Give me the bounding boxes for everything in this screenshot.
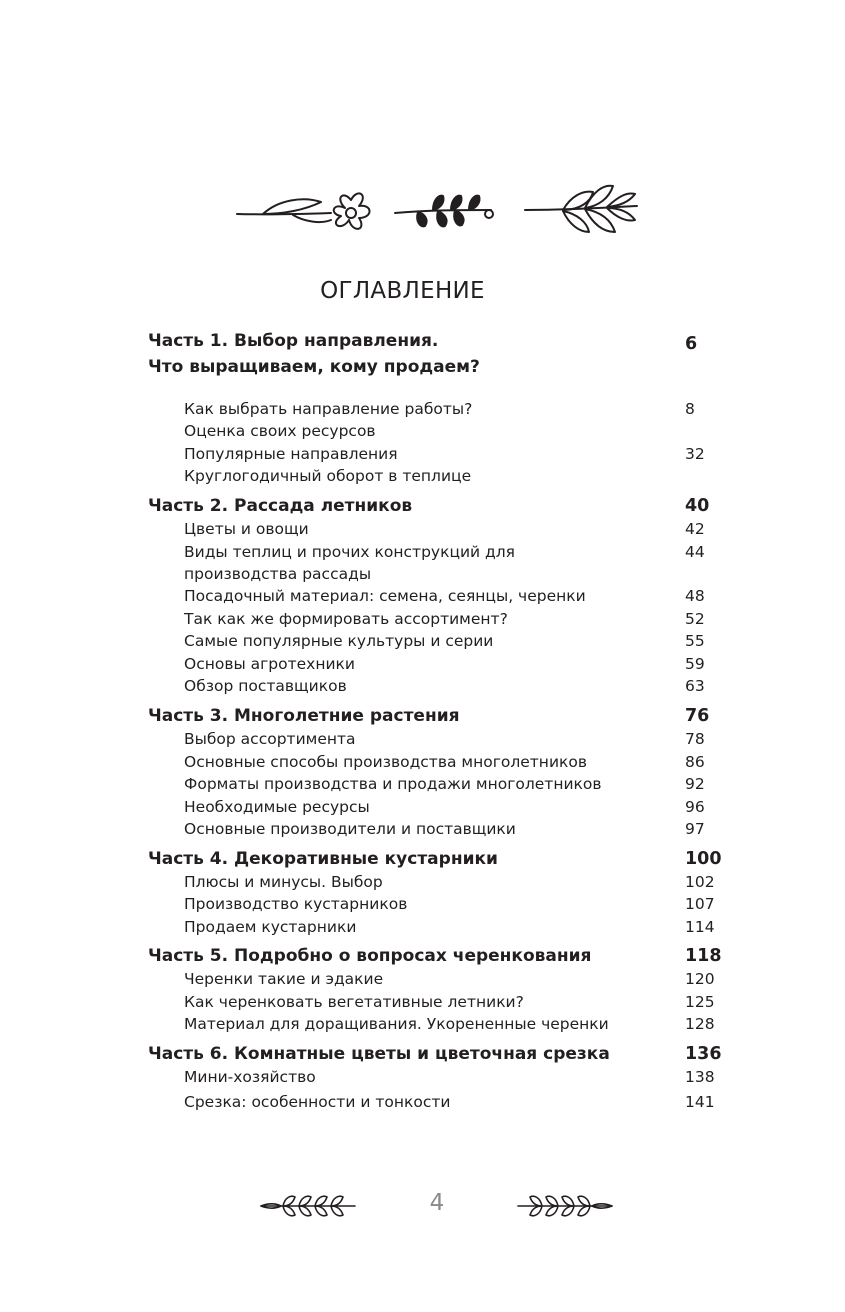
toc-item: Плюсы и минусы. Выбор	[184, 873, 383, 891]
part-4-title: Часть 4. Декоративные кустарники	[148, 849, 498, 869]
toc-item-continued: производства рассады	[184, 565, 372, 583]
toc-item: Как выбрать направление работы?	[184, 400, 473, 418]
toc-item: Виды теплиц и прочих конструкций для	[184, 543, 516, 561]
part-3-title: Часть 3. Многолетние растения	[148, 706, 460, 726]
toc-item-page: 59	[685, 655, 705, 673]
toc-item-page: 120	[685, 970, 715, 988]
toc-item: Необходимые ресурсы	[184, 798, 370, 816]
part-1-title-line-1: Часть 1. Выбор направления.	[148, 331, 439, 351]
toc-item: Как черенковать вегетативные летники?	[184, 993, 524, 1011]
toc-item: Цветы и овощи	[184, 520, 309, 538]
toc-item: Срезка: особенности и тонкости	[184, 1093, 451, 1111]
page-title: ОГЛАВЛЕНИЕ	[320, 278, 485, 304]
part-4-page: 100	[685, 849, 722, 869]
toc-item: Основные производители и поставщики	[184, 820, 516, 838]
toc-item: Форматы производства и продажи многолетников	[184, 775, 602, 793]
toc-item: Производство кустарников	[184, 895, 408, 913]
toc-item-page: 96	[685, 798, 705, 816]
toc-item-page: 125	[685, 993, 715, 1011]
toc-item-page: 32	[685, 445, 705, 463]
footer-left-leaf-ornament-icon	[259, 1191, 357, 1221]
toc-item-page: 48	[685, 587, 705, 605]
toc-item: Оценка своих ресурсов	[184, 422, 376, 440]
footer-right-leaf-ornament-icon	[516, 1191, 614, 1221]
toc-item: Популярные направления	[184, 445, 398, 463]
toc-item-page: 102	[685, 873, 715, 891]
toc-item-page: 92	[685, 775, 705, 793]
leafy-branch-icon	[525, 186, 637, 232]
part-2-title: Часть 2. Рассада летников	[148, 496, 413, 516]
toc-item-page: 42	[685, 520, 705, 538]
berry-branch-icon	[395, 196, 493, 227]
toc-item-page: 128	[685, 1015, 715, 1033]
branch-with-flower-icon	[237, 193, 370, 228]
toc-item-page: 44	[685, 543, 705, 561]
page-number: 4	[429, 1190, 445, 1216]
toc-item: Основные способы производства многолетников	[184, 753, 587, 771]
toc-item: Обзор поставщиков	[184, 677, 347, 695]
toc-item: Самые популярные культуры и серии	[184, 632, 494, 650]
toc-item-page: 55	[685, 632, 705, 650]
part-6-title: Часть 6. Комнатные цветы и цветочная срезка	[148, 1044, 610, 1064]
toc-item: Так как же формировать ассортимент?	[184, 610, 508, 628]
toc-item-page: 114	[685, 918, 715, 936]
toc-item-page: 141	[685, 1093, 715, 1111]
toc-item-page: 52	[685, 610, 705, 628]
part-3-page: 76	[685, 706, 710, 726]
toc-item-page: 107	[685, 895, 715, 913]
toc-item-page: 97	[685, 820, 705, 838]
toc-item: Материал для доращивания. Укорененные черенки	[184, 1015, 609, 1033]
toc-item: Выбор ассортимента	[184, 730, 356, 748]
toc-item: Основы агротехники	[184, 655, 355, 673]
part-5-title: Часть 5. Подробно о вопросах черенкования	[148, 946, 592, 966]
toc-item: Продаем кустарники	[184, 918, 357, 936]
toc-item-page: 138	[685, 1068, 715, 1086]
header-floral-ornament	[233, 180, 643, 250]
toc-item-page: 86	[685, 753, 705, 771]
toc-item: Посадочный материал: семена, сеянцы, черенки	[184, 587, 586, 605]
part-2-page: 40	[685, 496, 710, 516]
part-1-page: 6	[685, 334, 698, 354]
part-5-page: 118	[685, 946, 722, 966]
toc-item: Круглогодичный оборот в теплице	[184, 467, 472, 485]
toc-item-page: 63	[685, 677, 705, 695]
part-1-title-line-2: Что выращиваем, кому продаем?	[148, 357, 480, 377]
toc-item-page: 78	[685, 730, 705, 748]
toc-item: Мини-хозяйство	[184, 1068, 316, 1086]
toc-item-page: 8	[685, 400, 695, 418]
toc-item: Черенки такие и эдакие	[184, 970, 384, 988]
part-6-page: 136	[685, 1044, 722, 1064]
